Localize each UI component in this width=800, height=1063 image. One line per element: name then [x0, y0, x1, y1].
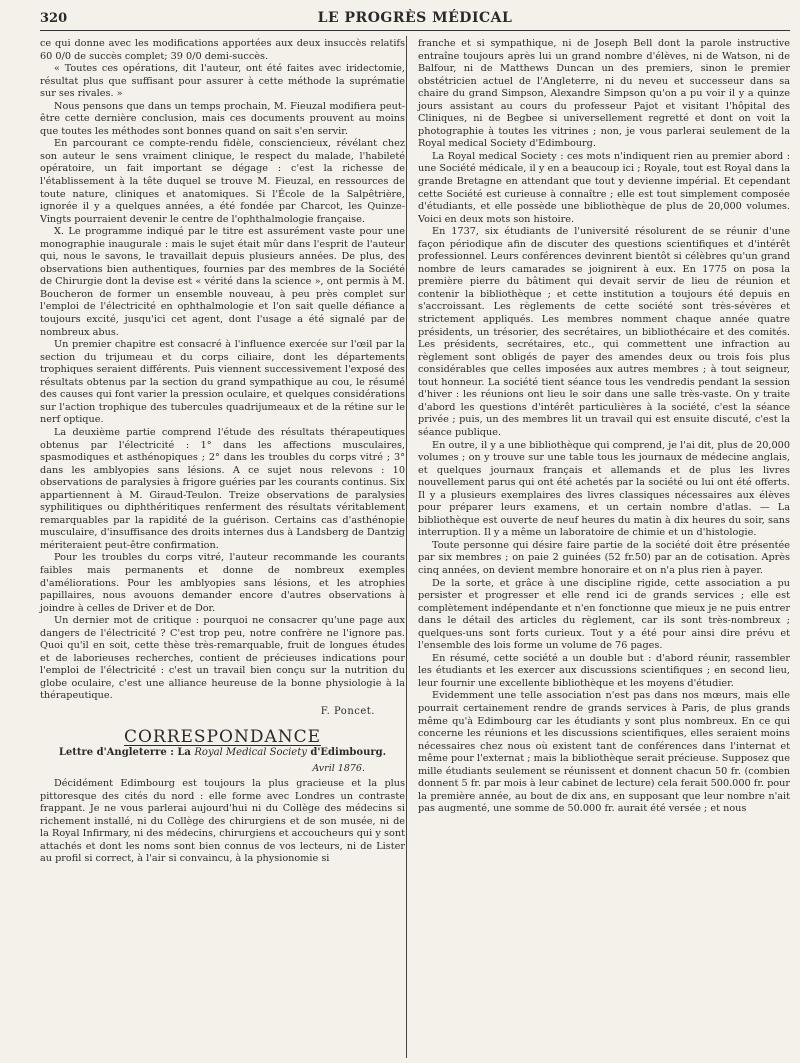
paragraph: En outre, il y a une bibliothèque qui comprend, je l'ai dit, plus de 20,000 volumes ; on y trouve sur une table tous les journaux de médecine anglais, et quelques journaux français et allemands et de plus les livres nouvellement parus qui ont été achetés par la société ou lui ont été offerts. Il y a plusieurs exemplaires des livres classiques nécessaires aux élèves pour préparer leurs examens, et un certain nombre d'atlas. — La bibliothèque est ouverte de neuf heures du matin à dix heures du soir, sans interruption. Il y a même un laboratoire de chimie et un d'histologie.	[418, 439, 790, 539]
header-rule	[40, 30, 790, 31]
paragraph: Nous pensons que dans un temps prochain, M. Fieuzal modifiera peut-être cette dernière conclusion, mais ces documents prouvent au moins que toutes les méthodes sont bonnes quand on sait s'en servir.	[40, 100, 405, 137]
paragraph: Toute personne qui désire faire partie de la société doit être présentée par six membres ; on paie 2 guinées (52 fr.50) par an de cotisation. Après cinq années, on devient membre honoraire et on n'a plus rien à payer.	[418, 539, 790, 576]
paragraph: De la sorte, et grâce à une discipline rigide, cette association a pu persister et progresser et elle rend ici de grands services ; elle est complètement indépendante et n'en fonctionne que mieux je ne puis entrer dans le détail des articles du règlement, car ils sont très-nombreux ; quelques-uns sont forts curieux. Tout y a été pour ainsi dire prévu et l'ensemble des lois forme un volume de 76 pages.	[418, 577, 790, 652]
paragraph: La Royal medical Society : ces mots n'indiquent rien au premier abord : une Société médicale, il y en a beaucoup ici ; Royale, tout est Royal dans la grande Bretagne en attendant que tout y devienne impérial. Et cependant cette Société est curieuse à connaître ; elle est tout simplement composée d'étudiants, et elle possède une bibliothèque de plus de 20,000 volumes. Voici en deux mots son histoire.	[418, 150, 790, 225]
paragraph: En parcourant ce compte-rendu fidèle, consciencieux, révélant chez son auteur le sens vraiment clinique, le respect du malade, l'habileté opératoire, un fait important se dégage : c'est la richesse de l'établissement à la tête duquel se trouve M. Fieuzal, en ressources de toute nature, cliniques et anatomiques. Si l'École de la Salpêtrière, ignorée il y a quelques années, a été fondée par Charcot, les Quinze-Vingts pourraient devenir le centre de l'ophthalmologie française.	[40, 138, 405, 225]
paragraph: Décidément Edimbourg est toujours la plus gracieuse et la plus pittoresque des cités du nord : elle forme avec Londres un contraste frappant. Je ne vous parlerai aujourd'hui ni du Collège des médecins si richement installé, ni du Collège des chirurgiens et de son musée, ni de la Royal Infirmary, ni des médecins, chirurgiens et accoucheurs qui y sont attachés et dont les noms sont bien connus de vos lecteurs, ni de Lister au profil si correct, à l'air si convaincu, à la physionomie si	[40, 778, 405, 865]
paragraph: Un dernier mot de critique : pourquoi ne consacrer qu'une page aux dangers de l'électricité ? C'est trop peu, notre confrère ne l'ignore pas. Quoi qu'il en soit, cette thèse très-remarquable, fruit de longues études et de laborieuses recherches, contient de précieuses indications pour l'emploi de l'électricité : c'est un travail bien conçu sur la nutrition du globe oculaire, c'est une alliance heureuse de la bonne physiologie à la thérapeutique.	[40, 615, 405, 702]
section-title: CORRESPONDANCE	[123, 726, 322, 747]
running-title: LE PROGRÈS MÉDICAL	[317, 10, 513, 26]
paragraph: ce qui donne avec les modifications apportées aux deux insuccès relatifs 60 0/0 de succès complet; 39 0/0 demi-succès.	[40, 38, 405, 62]
right-column	[418, 38, 790, 816]
paragraph: En 1737, six étudiants de l'université résolurent de se réunir d'une façon périodique afin de discuter des questions scientifiques et d'intérêt professionnel. Leurs conférences devinrent bientôt si célèbres qu'un grand nombre de leurs camarades se joignirent à eux. En 1775 on posa la première pierre du bâtiment qui devait servir de lieu de réunion et contenir la bibliothèque ; et cette institution a toujours été depuis en s'accroissant. Les règlements de cette société sont très-sévères et strictement appliqués. Les membres nomment chaque année quatre présidents, un trésorier, des secrétaires, un bibliothécaire et des comités. Les présidents, secrétaires, etc., qui commettent une infraction au règlement sont obligés de payer des amendes deux ou trois fois plus considérables que celles imposées aux autres membres ; à tout seigneur, tout honneur. La société tient séance tous les vendredis pendant la session d'hiver : les réunions ont lieu le soir dans une salle très-vaste. On y traite d'abord les questions d'intérêt particulières à la société, c'est la séance privée ; puis, un des membres lit un travail qui est ensuite discuté, c'est la séance publique.	[418, 226, 790, 438]
paragraph: En résumé, cette société a un double but : d'abord réunir, rassembler les étudiants et les exercer aux discussions scientifiques ; en second lieu, leur fournir une excellente bibliothèque et les moyens d'étudier.	[418, 652, 790, 689]
paragraph: Evidemment une telle association n'est pas dans nos mœurs, mais elle pourrait certainement rendre de grands services à Paris, de plus grands même qu'à Edimbourg car les étudiants y sont plus nombreux. En ce qui concerne les réunions et les discussions scientifiques, elles seraient moins nécessaires chez nous où existent tant de conférences dans l'internat et même pour l'externat ; mais la bibliothèque serait précieuse. Supposez que mille étudiants seulement se réunissent et donnent chacun 50 fr. (combien donnent 5 fr. par mois à leur cabinet de lecture) cela ferait 500.000 fr. pour la première année, au bout de dix ans, en supposant que leur nombre n'ait pas augmenté, une somme de 50.000 fr. aurait été versée ; et nous	[418, 690, 790, 815]
column-divider	[406, 36, 407, 1058]
paragraph: Pour les troubles du corps vitré, l'auteur recommande les courants faibles mais permanents et donne de nombreux exemples d'améliorations. Pour les amblyopies sans lésions, et les atrophies papillaires, nous avouons demander encore d'autres observations à joindre à celles de Driver et de Dor.	[40, 552, 405, 614]
page-number: 320	[40, 11, 68, 26]
author-signature: F. Poncet.	[320, 705, 375, 717]
letter-date: Avril 1876.	[312, 762, 365, 774]
paragraph: Un premier chapitre est consacré à l'influence exercée sur l'œil par la section du trijumeau et du corps ciliaire, dont les départements trophiques seraient différents. Puis viennent successivement l'exposé des résultats obtenus par la section du grand sympathique au cou, le résumé des causes qui font varier la pression oculaire, et quelques considérations sur l'action trophique des tubercules quadrijumeaux et de la rétine sur le nerf optique.	[40, 339, 405, 426]
left-column	[40, 38, 405, 866]
paragraph: X. Le programme indiqué par le titre est assurément vaste pour une monographie inaugurale : mais le sujet était mûr dans l'esprit de l'auteur qui, nous le savons, le travaillait depuis plusieurs années. De plus, des observations bien authentiques, fournies par des membres de la Société de Chirurgie dont la devise est « vérité dans la science », ont permis à M. Boucheron de former un ensemble nouveau, à peu près complet sur l'emploi de l'électricité en ophthalmologie et l'on sait quelle défiance a toujours excité, jusqu'ici cet agent, dont l'usage a été signalé par de nombreux abus.	[40, 226, 405, 338]
paragraph: La deuxième partie comprend l'étude des résultats thérapeutiques obtenus par l'électricité : 1° dans les affections musculaires, spasmodiques et asthénopiques ; 2° dans les troubles du corps vitré ; 3° dans les amblyopies sans lésions. A ce sujet nous relevons : 10 observations de paralysies à frigore guéries par les courants continus. Six appartiennent à M. Giraud-Teulon. Treize observations de paralysies syphilitiques ou diphthéritiques renferment des résultats véritablement remarquables par la rapidité de la guérison. Certains cas d'asthénopie musculaire, d'insuffisance des droits internes dus à Landsberg de Dantzig mériteraient peut-être confirmation.	[40, 426, 405, 551]
paragraph: « Toutes ces opérations, dit l'auteur, ont été faites avec iridectomie, résultat plus que suffisant pour assurer à cette méthode la suprématie sur ses rivales. »	[40, 63, 405, 100]
paragraph: franche et si sympathique, ni de Joseph Bell dont la parole instructive entraîne toujours après lui un grand nombre d'élèves, ni de Watson, ni de Balfour, ni de Matthews Duncan un des premiers, sinon le premier obstétricien actuel de l'Angleterre, ni du neveu et successeur dans sa chaire du grand Simpson, Alexandre Simpson qu'on a pu voir il y a quinze jours assistant au cours du professeur Pajot et visitant l'hôpital des Cliniques, ni de Begbee si universellement regretté et dont on voit la photographie à toutes les vitrines ; non, je vous parlerai seulement de la Royal medical Society d'Edimbourg.	[418, 38, 790, 150]
page-header	[40, 8, 790, 30]
letter-subtitle: Lettre d'Angleterre : La Royal Medical Society d'Edimbourg.	[58, 747, 387, 759]
